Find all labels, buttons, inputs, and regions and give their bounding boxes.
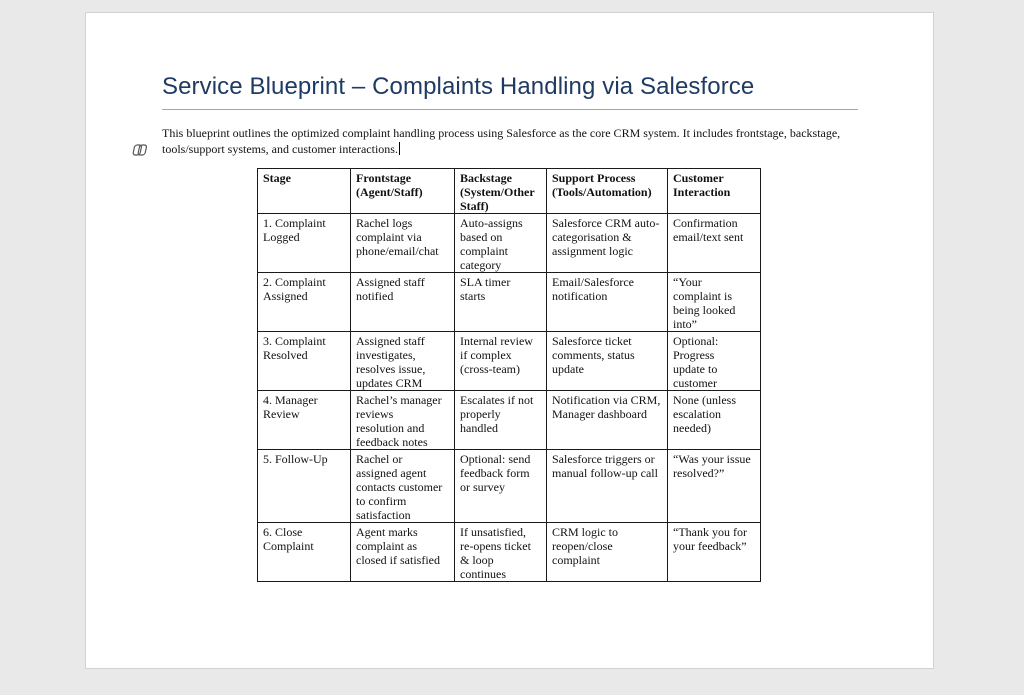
table-cell[interactable]: Salesforce CRM auto- categorisation & assignment logic bbox=[547, 214, 668, 273]
table-cell[interactable]: Rachel’s manager reviews resolution and feedback notes bbox=[351, 391, 455, 450]
table-cell[interactable]: “Your complaint is being looked into” bbox=[668, 273, 761, 332]
document-page bbox=[86, 13, 933, 668]
table-cell[interactable]: Confirmation email/text sent bbox=[668, 214, 761, 273]
table-cell[interactable]: Rachel or assigned agent contacts customer to confirm satisfaction bbox=[351, 450, 455, 523]
table-cell[interactable]: None (unless escalation needed) bbox=[668, 391, 761, 450]
table-cell[interactable]: Internal review if complex (cross-team) bbox=[455, 332, 547, 391]
table-cell[interactable]: Optional: Progress update to customer bbox=[668, 332, 761, 391]
table-cell[interactable]: Salesforce ticket comments, status update bbox=[547, 332, 668, 391]
table-cell[interactable]: Rachel logs complaint via phone/email/chat bbox=[351, 214, 455, 273]
table-cell[interactable]: Escalates if not properly handled bbox=[455, 391, 547, 450]
title-underline bbox=[162, 109, 858, 110]
table-cell[interactable]: 6. Close Complaint bbox=[258, 523, 351, 582]
table-cell[interactable]: Assigned staff notified bbox=[351, 273, 455, 332]
table-cell[interactable]: 5. Follow-Up bbox=[258, 450, 351, 523]
service-blueprint-table[interactable] bbox=[257, 168, 761, 582]
table-row bbox=[258, 214, 761, 273]
table-cell[interactable]: If unsatisfied, re-opens ticket & loop continues bbox=[455, 523, 547, 582]
intro-paragraph[interactable] bbox=[162, 126, 842, 157]
table-cell[interactable]: Assigned staff investigates, resolves issue, updates CRM bbox=[351, 332, 455, 391]
table-cell[interactable]: “Was your issue resolved?” bbox=[668, 450, 761, 523]
table-row bbox=[258, 332, 761, 391]
table-header-row bbox=[258, 169, 761, 214]
table-cell[interactable]: Auto-assigns based on complaint category bbox=[455, 214, 547, 273]
table-cell[interactable]: 1. Complaint Logged bbox=[258, 214, 351, 273]
table-cell[interactable]: 3. Complaint Resolved bbox=[258, 332, 351, 391]
intro-text: This blueprint outlines the optimized complaint handling process using Salesforce as the core CRM system. It includes frontstage, backstage, tools/support systems, and customer interactions. bbox=[162, 126, 841, 156]
table-row bbox=[258, 391, 761, 450]
header-frontstage[interactable]: Frontstage (Agent/Staff) bbox=[351, 169, 455, 214]
header-customer-interaction[interactable]: Customer Interaction bbox=[668, 169, 761, 214]
table-cell[interactable]: SLA timer starts bbox=[455, 273, 547, 332]
table-cell[interactable]: Salesforce triggers or manual follow-up call bbox=[547, 450, 668, 523]
text-cursor bbox=[399, 142, 400, 155]
table-row bbox=[258, 523, 761, 582]
table-cell[interactable]: 4. Manager Review bbox=[258, 391, 351, 450]
table-row bbox=[258, 450, 761, 523]
table-cell[interactable]: Email/Salesforce notification bbox=[547, 273, 668, 332]
table-cell[interactable]: 2. Complaint Assigned bbox=[258, 273, 351, 332]
header-backstage[interactable]: Backstage (System/Other Staff) bbox=[455, 169, 547, 214]
table-cell[interactable]: CRM logic to reopen/close complaint bbox=[547, 523, 668, 582]
table-row bbox=[258, 273, 761, 332]
header-support-process[interactable]: Support Process (Tools/Automation) bbox=[547, 169, 668, 214]
table-cell[interactable]: Notification via CRM, Manager dashboard bbox=[547, 391, 668, 450]
document-title[interactable]: Service Blueprint – Complaints Handling via Salesforce bbox=[162, 73, 755, 100]
table-cell[interactable]: Agent marks complaint as closed if satisfied bbox=[351, 523, 455, 582]
table-cell[interactable]: Optional: send feedback form or survey bbox=[455, 450, 547, 523]
copilot-icon[interactable] bbox=[131, 142, 147, 158]
header-stage[interactable]: Stage bbox=[258, 169, 351, 214]
table-cell[interactable]: “Thank you for your feedback” bbox=[668, 523, 761, 582]
